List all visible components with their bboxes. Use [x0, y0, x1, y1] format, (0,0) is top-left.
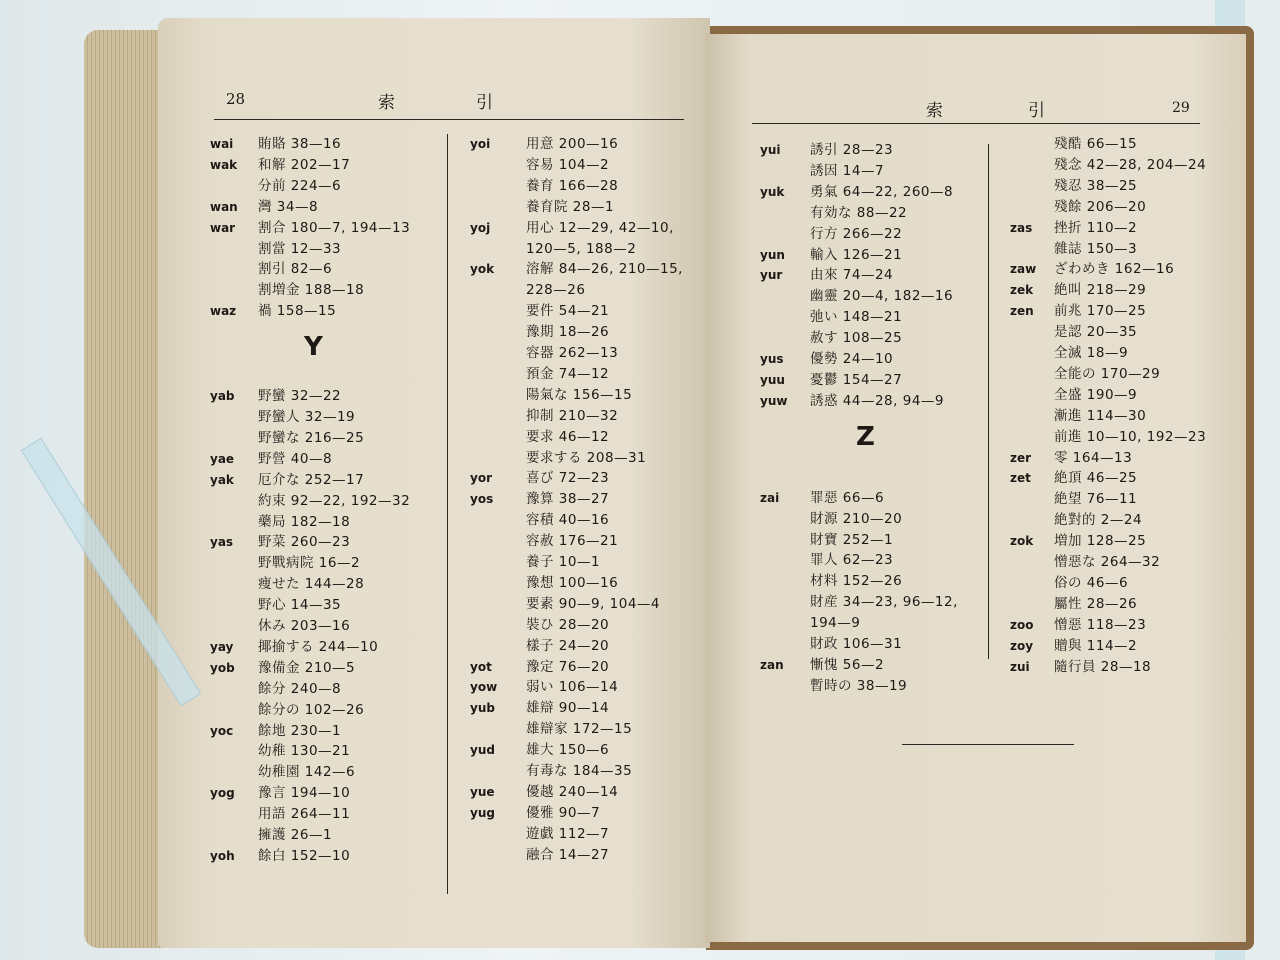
- entry-term: 雄辯家 172—15: [526, 721, 633, 738]
- entry-term: 預金 74—12: [526, 365, 610, 382]
- index-entry: [470, 134, 710, 155]
- entry-term: 全滅 18—9: [1054, 345, 1129, 361]
- entry-key: yuu: [760, 372, 785, 387]
- index-entry: [210, 658, 450, 679]
- entry-term: 灣 34—8: [258, 198, 319, 215]
- entry-key: zoy: [1010, 638, 1034, 653]
- entry-key: yuk: [760, 184, 785, 199]
- entry-term: 豫算 38—27: [526, 491, 610, 508]
- index-entry: [210, 155, 450, 176]
- index-entry: [210, 491, 450, 512]
- index-entry: [760, 307, 1000, 328]
- index-entry: [470, 489, 710, 510]
- entry-term: 幼稚園 142—6: [258, 764, 356, 781]
- section-letter: Y: [304, 332, 323, 363]
- entry-term: 野蠻 32—22: [258, 388, 342, 405]
- index-entry: [470, 594, 710, 615]
- index-entry: [470, 677, 710, 698]
- entry-key: yud: [470, 743, 495, 758]
- entry-term: 豫期 18—26: [526, 324, 610, 341]
- index-entry: [470, 657, 710, 678]
- index-entry: [210, 574, 450, 595]
- entry-term: 材料 152—26: [810, 573, 903, 590]
- index-entry: [470, 719, 710, 740]
- entry-key: zen: [1010, 304, 1034, 319]
- entry-term: 絶頂 46—25: [1054, 470, 1138, 487]
- entry-term: 雄大 150—6: [526, 742, 610, 759]
- entry-term: 絶望 76—11: [1054, 491, 1138, 508]
- index-entry: [760, 349, 1000, 370]
- entry-term: 絶對的 2—24: [1054, 512, 1143, 529]
- index-entry: [210, 386, 450, 407]
- right-page: [706, 34, 1246, 942]
- entry-term: 前兆 170—25: [1054, 303, 1147, 320]
- index-entry: [1010, 259, 1250, 280]
- index-entry: [1010, 301, 1250, 322]
- index-entry: [210, 825, 450, 846]
- entry-term: 野戰病院 16—2: [258, 555, 361, 572]
- entry-term: 絶叫 218—29: [1054, 282, 1147, 299]
- entry-key: yue: [470, 784, 495, 799]
- entry-term: 野營 40—8: [258, 450, 333, 467]
- entry-term: 養子 10—1: [526, 554, 601, 570]
- index-entry: [1010, 573, 1250, 594]
- entry-term: 豫想 100—16: [526, 574, 619, 591]
- entry-key: yor: [470, 471, 492, 486]
- entry-key: yae: [210, 451, 235, 466]
- entry-term: 割合 180—7, 194—13: [258, 219, 411, 236]
- entry-key: yog: [210, 786, 235, 801]
- entry-term: 優越 240—14: [526, 783, 619, 800]
- index-entry: [470, 573, 710, 594]
- entry-key: yay: [210, 639, 234, 654]
- entry-term: 殘餘 206—20: [1054, 198, 1147, 215]
- entry-term: ざわめき 162—16: [1054, 261, 1175, 278]
- index-entry: [470, 824, 710, 845]
- entry-term: 遊戯 112—7: [526, 825, 610, 842]
- index-entry: [1010, 636, 1250, 657]
- entry-term: 漸進 114—30: [1054, 407, 1147, 424]
- index-entry: [210, 280, 450, 301]
- index-entry: [760, 550, 1000, 571]
- index-entry: [760, 140, 1000, 161]
- entry-term: 赦す 108—25: [810, 330, 903, 347]
- index-entry: [470, 427, 710, 448]
- entry-term: 隨行員 28—18: [1054, 658, 1152, 675]
- index-entry: [760, 182, 1000, 203]
- entry-term: 容器 262—13: [526, 345, 619, 361]
- entry-term: 用語 264—11: [258, 806, 351, 823]
- entry-term: 約束 92—22, 192—32: [258, 492, 411, 509]
- entry-term: 擁護 26—1: [258, 827, 333, 843]
- index-entry: [470, 510, 710, 531]
- entry-term: 要件 54—21: [526, 303, 610, 320]
- entry-term: 融合 14—27: [526, 846, 610, 863]
- entry-term: 罪人 62—23: [810, 552, 894, 569]
- index-entry: [470, 698, 710, 719]
- entry-term: 幼稚 130—21: [258, 743, 351, 760]
- index-entry: [470, 197, 710, 218]
- index-entry: [210, 301, 450, 322]
- entry-term: 雄辯 90—14: [526, 700, 610, 717]
- index-entry: [1010, 531, 1250, 552]
- index-entry: [760, 161, 1000, 182]
- index-entry: [760, 488, 1000, 509]
- index-entry: [210, 197, 450, 218]
- entry-term: 豫備金 210—5: [258, 659, 356, 676]
- entry-key: yoi: [470, 137, 491, 151]
- index-entry: [210, 428, 450, 449]
- header-rule: [214, 119, 684, 120]
- entry-term: 抑制 210—32: [526, 407, 619, 424]
- index-entry: [470, 301, 710, 322]
- entry-key: yok: [470, 262, 495, 277]
- index-entry: [470, 218, 710, 239]
- index-entry: [1010, 155, 1250, 176]
- entry-term: 殘酷 66—15: [1054, 136, 1138, 152]
- entry-key: wak: [210, 157, 238, 172]
- index-entry: [470, 845, 710, 866]
- index-entry: [760, 224, 1000, 245]
- index-entry: [470, 155, 710, 176]
- entry-term: 殘念 42—28, 204—24: [1054, 156, 1207, 173]
- index-entry: [1010, 489, 1250, 510]
- entry-key: yob: [210, 660, 235, 675]
- entry-term: 贈與 114—2: [1054, 637, 1138, 654]
- entry-key: zai: [760, 490, 780, 505]
- entry-term: 豫定 76—20: [526, 658, 610, 675]
- header-char-2: 引: [476, 93, 493, 113]
- index-entry: [470, 259, 710, 280]
- entry-term: 優勢 24—10: [810, 351, 894, 367]
- entry-key: yak: [210, 472, 234, 487]
- index-entry: [1010, 364, 1250, 385]
- header-char-2: 引: [1028, 101, 1045, 121]
- index-entry: [210, 783, 450, 804]
- index-entry: [210, 512, 450, 533]
- entry-term: 用意 200—16: [526, 136, 619, 152]
- entry-term: 誘引 28—23: [810, 142, 894, 158]
- entry-term: 餘分の 102—26: [258, 701, 365, 718]
- entry-term: 暫時の 38—19: [810, 677, 908, 694]
- entry-term: 餘地 230—1: [258, 722, 342, 739]
- index-entry: [210, 470, 450, 491]
- entry-term: 痩せた 144—28: [258, 576, 365, 593]
- entry-term: 分前 224—6: [258, 177, 342, 194]
- index-entry: [760, 655, 1000, 676]
- entry-key: yos: [470, 492, 494, 507]
- index-entry: [760, 613, 1000, 634]
- entry-term: 誘因 14—7: [810, 162, 885, 179]
- index-entry: [470, 552, 710, 573]
- entry-term: 要求 46—12: [526, 428, 610, 445]
- entry-term: 溶解 84—26, 210—15,: [526, 261, 683, 278]
- entry-key: yus: [760, 352, 784, 366]
- entry-term: 賄賂 38—16: [258, 136, 342, 152]
- entry-term: 要求する 208—31: [526, 449, 647, 466]
- index-entry: [760, 676, 1000, 697]
- entry-term: 容赦 176—21: [526, 533, 619, 550]
- index-entry: [1010, 385, 1250, 406]
- entry-term: 増加 128—25: [1054, 533, 1147, 550]
- index-entry: [210, 176, 450, 197]
- index-entry: [760, 265, 1000, 286]
- entry-term: 憎惡な 264—32: [1054, 554, 1161, 570]
- entry-term: 慚愧 56—2: [810, 656, 885, 673]
- entry-term: 屬性 28—26: [1054, 595, 1138, 612]
- entry-key: zok: [1010, 534, 1034, 549]
- entry-term: 割増金 188—18: [258, 282, 365, 299]
- entry-key: yub: [470, 701, 495, 716]
- entry-term: 行方 266—22: [810, 225, 903, 242]
- index-entry: [1010, 134, 1250, 155]
- index-entry: [760, 530, 1000, 551]
- entry-key: zan: [760, 657, 784, 672]
- entry-term: 要素 90—9, 104—4: [526, 595, 660, 612]
- entry-key: yug: [470, 805, 495, 820]
- index-entry: [1010, 427, 1250, 448]
- index-entry: [210, 553, 450, 574]
- entry-key: yur: [760, 268, 783, 283]
- index-entry: [760, 391, 1000, 412]
- index-entry: [210, 218, 450, 239]
- index-entry: [1010, 406, 1250, 427]
- entry-term: 用心 12—29, 42—10,: [526, 219, 674, 236]
- entry-term: 有効な 88—22: [810, 204, 908, 221]
- index-entry: [470, 782, 710, 803]
- index-entry: [210, 616, 450, 637]
- entry-key: wai: [210, 137, 234, 151]
- entry-term: 割當 12—33: [258, 240, 342, 257]
- entry-key: zet: [1010, 471, 1031, 486]
- entry-term: 餘分 240—8: [258, 680, 342, 697]
- index-entry: [760, 328, 1000, 349]
- index-entry: [470, 761, 710, 782]
- entry-term: 樣子 24—20: [526, 637, 610, 654]
- index-entry: [210, 741, 450, 762]
- index-entry: [470, 239, 710, 260]
- entry-term: 憎惡 118—23: [1054, 616, 1147, 633]
- index-entry: [760, 571, 1000, 592]
- entry-term: 挫折 110—2: [1054, 219, 1138, 236]
- entry-term: 容積 40—16: [526, 512, 610, 529]
- entry-term: 喜び 72—23: [526, 470, 610, 487]
- entry-term: 全盛 190—9: [1054, 386, 1138, 403]
- entry-term: 120—5, 188—2: [526, 240, 637, 257]
- entry-term: 殘忍 38—25: [1054, 177, 1138, 194]
- header-rule: [752, 123, 1200, 124]
- index-entry: [470, 343, 710, 364]
- index-entry: [470, 322, 710, 343]
- index-entry: [210, 239, 450, 260]
- index-entry: [470, 740, 710, 761]
- index-entry: [1010, 197, 1250, 218]
- entry-term: 幽靈 20—4, 182—16: [810, 288, 954, 305]
- entry-term: 雜誌 150—3: [1054, 240, 1138, 257]
- index-entry: [1010, 594, 1250, 615]
- index-entry: [1010, 552, 1250, 573]
- entry-term: 優雅 90—7: [526, 804, 601, 821]
- entry-key: yoj: [470, 220, 491, 235]
- entry-term: 輸入 126—21: [810, 246, 903, 263]
- entry-key: waz: [210, 304, 237, 319]
- index-entry: [470, 615, 710, 636]
- index-entry: [210, 762, 450, 783]
- entry-term: 休み 203—16: [258, 618, 351, 634]
- index-entry: [1010, 176, 1250, 197]
- entry-term: 和解 202—17: [258, 156, 351, 173]
- index-entry: [470, 385, 710, 406]
- entry-term: 有毒な 184—35: [526, 763, 633, 779]
- entry-term: 財産 34—23, 96—12,: [810, 594, 958, 611]
- entry-key: war: [210, 220, 236, 235]
- header-char-1: 索: [926, 101, 943, 121]
- entry-term: 割引 82—6: [258, 261, 333, 278]
- index-entry: [470, 364, 710, 385]
- entry-term: 勇氣 64—22, 260—8: [810, 183, 954, 200]
- entry-term: 零 164—13: [1054, 449, 1133, 466]
- left-page: [158, 18, 710, 948]
- entry-term: 憂鬱 154—27: [810, 371, 903, 388]
- entry-term: 野蠻人 32—19: [258, 409, 356, 425]
- index-entry: [1010, 218, 1250, 239]
- index-entry: [210, 407, 450, 428]
- entry-term: 野心 14—35: [258, 597, 342, 614]
- entry-term: 弛い 148—21: [810, 309, 903, 326]
- entry-term: 裝ひ 28—20: [526, 616, 610, 633]
- entry-term: 容易 104—2: [526, 156, 610, 173]
- entry-key: yoh: [210, 848, 235, 863]
- index-entry: [760, 509, 1000, 530]
- entry-term: 禍 158—15: [258, 303, 337, 320]
- index-entry: [1010, 343, 1250, 364]
- index-entry: [210, 532, 450, 553]
- index-entry: [760, 245, 1000, 266]
- index-entry: [210, 595, 450, 616]
- entry-term: 陽氣な 156—15: [526, 386, 633, 403]
- entry-term: 俗の 46—6: [1054, 574, 1129, 591]
- entry-key: yun: [760, 247, 785, 262]
- entry-key: yot: [470, 659, 492, 674]
- entry-key: wan: [210, 199, 238, 214]
- entry-key: yas: [210, 535, 234, 550]
- page-number: 29: [1172, 100, 1190, 116]
- entry-term: 全能の 170—29: [1054, 365, 1161, 382]
- index-entry: [470, 448, 710, 469]
- entry-term: 誘惑 44—28, 94—9: [810, 392, 944, 409]
- entry-term: 前進 10—10, 192—23: [1054, 428, 1207, 445]
- entry-term: 財源 210—20: [810, 510, 903, 527]
- entry-term: 養育 166—28: [526, 177, 619, 194]
- index-entry: [210, 721, 450, 742]
- entry-key: zer: [1010, 450, 1032, 465]
- index-entry: [1010, 468, 1250, 489]
- entry-term: 弱い 106—14: [526, 679, 619, 696]
- entry-term: 財政 106—31: [810, 636, 903, 652]
- entry-key: yoc: [210, 723, 234, 738]
- index-entry: [1010, 239, 1250, 260]
- index-entry: [760, 370, 1000, 391]
- entry-term: 野菜 260—23: [258, 534, 351, 551]
- entry-key: yuw: [760, 393, 788, 408]
- entry-term: 財寶 252—1: [810, 531, 894, 548]
- index-entry: [210, 700, 450, 721]
- index-entry: [1010, 615, 1250, 636]
- entry-key: zaw: [1010, 262, 1037, 277]
- index-entry: [470, 280, 710, 301]
- entry-term: 罪惡 66—6: [810, 489, 885, 506]
- index-entry: [760, 203, 1000, 224]
- entry-term: 194—9: [810, 615, 861, 632]
- index-entry: [760, 634, 1000, 655]
- index-entry: [210, 134, 450, 155]
- index-entry: [1010, 657, 1250, 678]
- entry-key: zek: [1010, 283, 1034, 298]
- entry-key: zui: [1010, 659, 1030, 674]
- index-entry: [470, 531, 710, 552]
- index-entry: [210, 679, 450, 700]
- entry-term: 餘白 152—10: [258, 847, 351, 864]
- entry-term: 揶揄する 244—10: [258, 638, 379, 655]
- index-entry: [470, 468, 710, 489]
- index-entry: [1010, 510, 1250, 531]
- index-entry: [760, 286, 1000, 307]
- entry-key: yow: [470, 680, 498, 695]
- entry-term: 豫言 194—10: [258, 785, 351, 802]
- index-entry: [210, 637, 450, 658]
- index-entry: [1010, 280, 1250, 301]
- index-entry: [470, 636, 710, 657]
- index-entry: [470, 176, 710, 197]
- entry-term: 藥局 182—18: [258, 513, 351, 530]
- entry-term: 是認 20—35: [1054, 324, 1138, 341]
- header-char-1: 索: [378, 93, 395, 113]
- entry-term: 由來 74—24: [810, 267, 894, 284]
- entry-term: 厄介な 252—17: [258, 471, 365, 488]
- entry-key: zoo: [1010, 617, 1034, 632]
- entry-key: yui: [760, 143, 781, 157]
- section-letter: Z: [856, 421, 875, 452]
- entry-term: 228—26: [526, 282, 586, 299]
- index-entry: [1010, 322, 1250, 343]
- index-entry: [1010, 448, 1250, 469]
- index-entry: [470, 406, 710, 427]
- end-rule: [902, 744, 1074, 745]
- entry-key: yab: [210, 389, 235, 404]
- entry-term: 野蠻な 216—25: [258, 429, 365, 446]
- index-entry: [210, 449, 450, 470]
- index-entry: [210, 259, 450, 280]
- index-entry: [210, 804, 450, 825]
- index-entry: [210, 846, 450, 867]
- page-number: 28: [226, 90, 246, 108]
- entry-term: 養育院 28—1: [526, 198, 615, 215]
- index-entry: [760, 592, 1000, 613]
- index-entry: [470, 803, 710, 824]
- entry-key: zas: [1010, 220, 1033, 235]
